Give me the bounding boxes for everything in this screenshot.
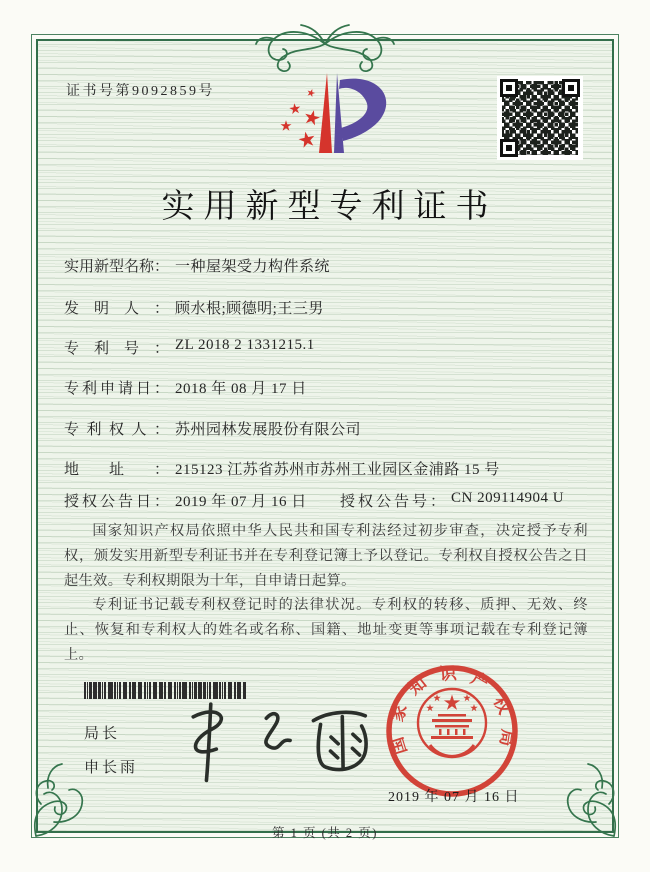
qr-finder-icon — [562, 79, 580, 97]
official-seal — [382, 661, 522, 801]
signer-title: 局长 — [84, 726, 121, 742]
qr-finder-icon — [500, 79, 518, 97]
field-value: 顾水根;顾德明;王三男 — [175, 301, 324, 317]
field-row-address — [64, 458, 500, 479]
qr-code-cells — [502, 81, 578, 155]
field-row-patent-number — [64, 337, 315, 358]
field-row-inventors — [64, 297, 324, 318]
legal-paragraph: 国家知识产权局依照中华人民共和国专利法经过初步审查，决定授予专利权，颁发实用新型专利证书并在专利登记簿上予以登记。专利权自授权公告之日起生效。专利权期限为十年，自申请日起算。 — [64, 523, 588, 589]
field-value: 2019 年 07 月 16 日 — [175, 494, 307, 510]
seal-text: 国家知识产权局 — [387, 663, 518, 757]
field-value: 苏州园林发展股份有限公司 — [175, 422, 362, 438]
cnipa-logo-icon — [250, 60, 410, 168]
field-label: 地址： — [64, 462, 169, 478]
legal-text — [64, 519, 588, 668]
field-label: 专利号： — [64, 341, 169, 357]
field-value: 2018 年 08 月 17 日 — [175, 381, 307, 397]
page-footer: 第 1 页 (共 2 页) — [272, 826, 378, 840]
field-label: 授权公告日： — [64, 494, 169, 510]
field-value: 一种屋架受力构件系统 — [175, 259, 331, 275]
field-value: ZL 2018 2 1331215.1 — [175, 337, 315, 353]
field-grant-number — [340, 490, 564, 511]
certificate-number: 证书号第9092859号 — [66, 84, 215, 99]
field-value: 215123 江苏省苏州市苏州工业园区金浦路 15 号 — [175, 462, 500, 478]
legal-paragraph: 专利证书记载专利权登记时的法律状况。专利权的转移、质押、无效、终止、恢复和专利权人的姓名或名称、国籍、地址变更等事项记载在专利登记簿上。 — [64, 597, 588, 663]
field-label: 授权公告号： — [340, 494, 445, 510]
field-label: 专利权人： — [64, 422, 169, 438]
field-label: 专利申请日： — [64, 381, 169, 397]
field-row-name — [64, 255, 330, 276]
field-label: 发明人： — [64, 301, 169, 317]
field-grant-date — [64, 490, 307, 511]
svg-text:国家知识产权局 — [386, 664, 517, 757]
qr-finder-icon — [500, 139, 518, 157]
qr-code-icon — [497, 76, 583, 160]
field-label: 实用新型名称： — [64, 259, 170, 275]
field-row-filing-date — [64, 377, 307, 398]
signer-block — [84, 722, 138, 790]
field-value: CN 209114904 U — [451, 490, 565, 506]
seal-date: 2019 年 07 月 16 日 — [388, 790, 520, 805]
field-row-patentee — [64, 418, 361, 439]
signer-name: 申长雨 — [84, 760, 139, 776]
certificate-title: 实用新型专利证书 — [161, 189, 498, 225]
field-row-grant — [64, 490, 588, 511]
national-emblem-icon — [418, 689, 486, 757]
director-signature — [168, 692, 383, 789]
